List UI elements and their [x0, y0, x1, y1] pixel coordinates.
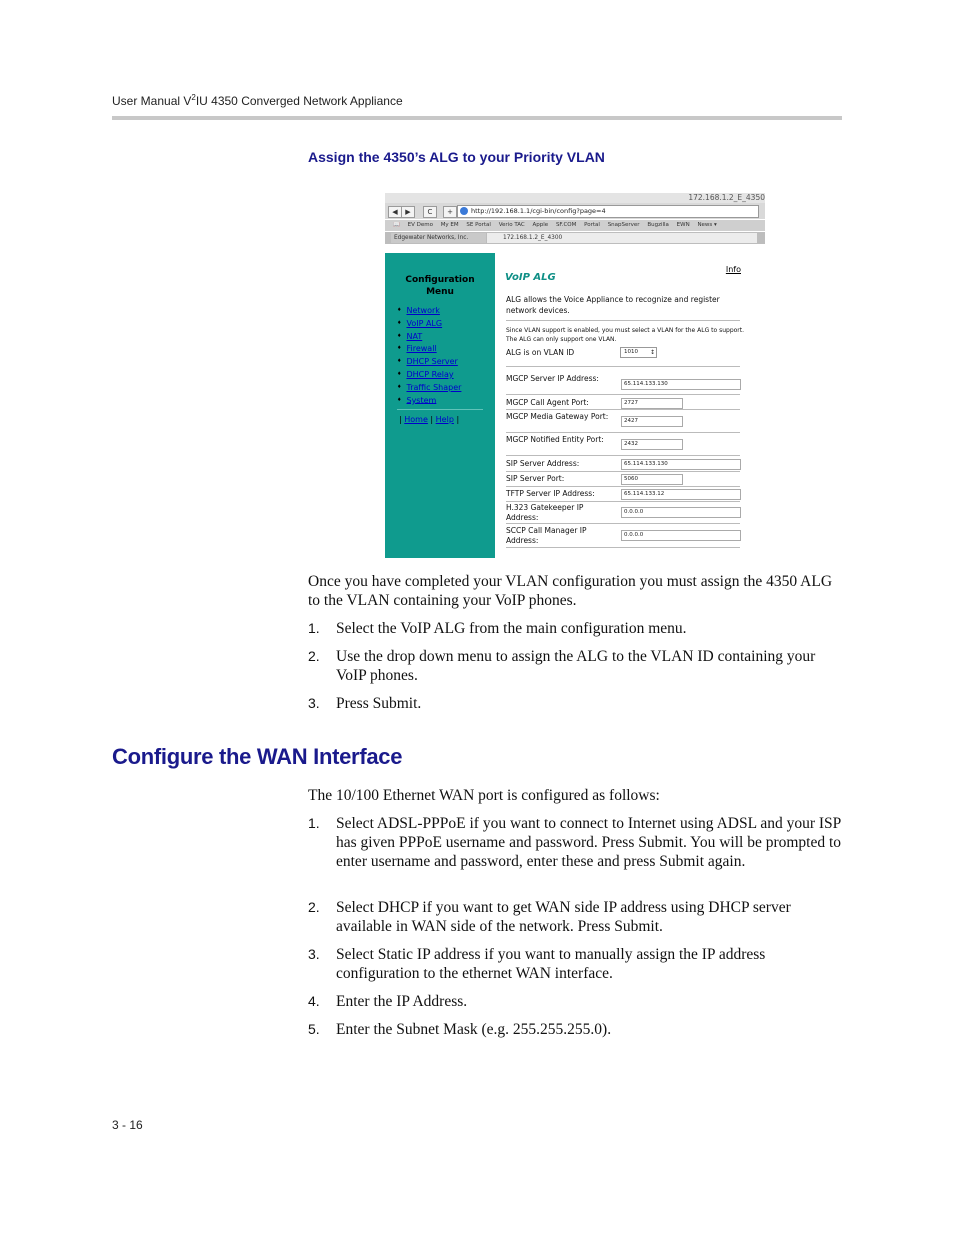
step-text: Enter the IP Address.: [336, 993, 468, 1010]
globe-icon: [460, 207, 468, 215]
field-divider: [506, 547, 740, 548]
list-item: [308, 1020, 843, 1039]
field-divider: [506, 455, 740, 456]
mgcp-call-agent-port-input[interactable]: 2727: [621, 398, 683, 409]
field-label: H.323 Gatekeeper IP Address:: [506, 503, 584, 522]
home-link[interactable]: Home: [404, 415, 428, 424]
field-label: TFTP Server IP Address:: [506, 489, 595, 498]
sidebar-footer-links: | Home | Help |: [399, 415, 460, 424]
wan-intro: The 10/100 Ethernet WAN port is configured as follows:: [308, 787, 660, 804]
menu-item-traffic-shaper[interactable]: ♦ Traffic Shaper: [397, 381, 461, 394]
step-text: Select DHCP if you want to get WAN side IP address using DHCP server available in WAN side of the network. Press Submit.: [336, 899, 791, 935]
step-number: 1.: [308, 620, 320, 636]
step-text: Select ADSL-PPPoE if you want to connect to Internet using ADSL and your ISP has given PPPoE username and password. Press Submit. You will be prompted to enter username and password, enter these and press Submit again.: [336, 815, 842, 870]
mgcp-notified-entity-port-input[interactable]: 2432: [621, 439, 683, 450]
list-item: [308, 619, 843, 638]
step-number: 3.: [308, 695, 320, 711]
config-menu-list: [397, 304, 461, 406]
tab-edgewater[interactable]: Edgewater Networks, Inc.: [391, 233, 486, 243]
vlan-select[interactable]: 1010 ↕: [620, 347, 657, 358]
section-heading-alg-vlan: Assign the 4350’s ALG to your Priority VLAN: [308, 149, 605, 165]
step-number: 1.: [308, 815, 320, 831]
vlan-note: Since VLAN support is enabled, you must select a VLAN for the ALG to support. The ALG can only support one VLAN.: [506, 327, 745, 344]
field-divider: [506, 432, 740, 433]
config-menu-title: Configuration Menu: [405, 275, 475, 297]
bookmark-item[interactable]: SE Portal: [466, 222, 491, 228]
step-number: 2.: [308, 648, 320, 664]
step-text: Select the VoIP ALG from the main configuration menu.: [336, 620, 687, 637]
page-number: 3 - 16: [112, 1118, 143, 1132]
url-field[interactable]: http://192.168.1.1/cgi-bin/config?page=4: [457, 205, 759, 218]
bookmark-item[interactable]: SF.COM: [555, 222, 577, 228]
field-label: SCCP Call Manager IP Address:: [506, 526, 587, 545]
step-number: 2.: [308, 899, 320, 915]
sip-server-port-input[interactable]: 5060: [621, 474, 683, 485]
menu-item-system[interactable]: ♦ System: [397, 394, 461, 407]
bookmarks-book-icon[interactable]: 📖: [393, 222, 400, 228]
mgcp-media-gateway-port-input[interactable]: 2427: [621, 416, 683, 427]
forward-button[interactable]: ▶: [401, 206, 415, 218]
h323-gatekeeper-ip-input[interactable]: 0.0.0.0: [621, 507, 741, 518]
step-number: 4.: [308, 993, 320, 1009]
bookmark-item[interactable]: My EM: [440, 222, 459, 228]
window-title: 172.168.1.2_E_4350: [688, 193, 765, 202]
list-item: [308, 814, 843, 890]
bookmark-item[interactable]: Bugzilla: [647, 222, 669, 228]
bookmark-item[interactable]: Apple: [532, 222, 549, 228]
panel-divider: [506, 320, 740, 321]
section-heading-wan: Configure the WAN Interface: [112, 744, 403, 769]
bookmark-item[interactable]: EV Demo: [407, 222, 433, 228]
field-label: MGCP Media Gateway Port:: [506, 412, 609, 421]
field-divider: [506, 523, 740, 524]
field-label: SIP Server Address:: [506, 459, 580, 468]
menu-item-dhcp-relay[interactable]: ♦ DHCP Relay: [397, 368, 461, 381]
field-divider: [506, 409, 740, 410]
tftp-server-ip-input[interactable]: 65.114.133.12: [621, 489, 741, 500]
bookmark-item[interactable]: News ▾: [697, 222, 717, 228]
mgcp-server-ip-input[interactable]: 65.114.133.130: [621, 379, 741, 390]
sip-server-address-input[interactable]: 65.114.133.130: [621, 459, 741, 470]
step-text: Use the drop down menu to assign the ALG to the VLAN ID containing your VoIP phones.: [336, 648, 816, 684]
sccp-call-manager-ip-input[interactable]: 0.0.0.0: [621, 530, 741, 541]
bookmark-item[interactable]: Verio TAC: [498, 222, 525, 228]
list-item: [308, 647, 843, 685]
menu-item-nat[interactable]: ♦ NAT: [397, 330, 461, 343]
header-rule: [112, 116, 842, 120]
menu-item-voip-alg[interactable]: ♦ VoIP ALG: [397, 317, 461, 330]
menu-item-network[interactable]: ♦ Network: [397, 304, 461, 317]
field-divider: [506, 394, 740, 395]
intro-paragraph: Once you have completed your VLAN configuration you must assign the 4350 ALG to the VLAN containing your VoIP phones.: [308, 573, 833, 609]
field-label: MGCP Call Agent Port:: [506, 398, 589, 407]
step-number: 5.: [308, 1021, 320, 1037]
step-number: 3.: [308, 946, 320, 962]
step-text: Press Submit.: [336, 695, 422, 712]
tab-active[interactable]: 172.168.1.2_E_4300: [487, 233, 757, 243]
info-link[interactable]: Info: [725, 265, 741, 274]
reload-button[interactable]: C: [423, 206, 437, 218]
bookmark-item[interactable]: Portal: [584, 222, 600, 228]
help-link[interactable]: Help: [435, 415, 454, 424]
tab-bar: [385, 232, 765, 244]
panel-divider: [506, 366, 740, 367]
menu-item-dhcp-server[interactable]: ♦ DHCP Server: [397, 355, 461, 368]
menu-item-firewall[interactable]: ♦ Firewall: [397, 342, 461, 355]
panel-title: VoIP ALG: [505, 272, 556, 283]
list-item: [308, 992, 843, 1011]
vlan-label: ALG is on VLAN ID: [506, 348, 575, 357]
panel-description: ALG allows the Voice Appliance to recognize and register network devices.: [506, 295, 720, 315]
config-sidebar: [385, 253, 495, 558]
list-item: [308, 898, 843, 936]
field-divider: [506, 501, 740, 502]
browser-screenshot: [385, 193, 765, 558]
running-header: User Manual $V^2IU$ 4350 Converged Network Appliance: [112, 93, 403, 108]
step-text: Select Static IP address if you want to manually assign the IP address configuration to the ethernet WAN interface.: [336, 946, 766, 982]
voip-alg-panel: [495, 253, 765, 558]
field-label: SIP Server Port:: [506, 474, 565, 483]
bookmarks-bar: [385, 220, 765, 231]
bookmark-item[interactable]: SnapServer: [607, 222, 640, 228]
field-label: MGCP Notified Entity Port:: [506, 435, 604, 444]
list-item: [308, 945, 843, 983]
browser-toolbar: [385, 203, 765, 219]
step-text: Enter the Subnet Mask (e.g. 255.255.255.0).: [336, 1021, 612, 1038]
list-item: [308, 694, 843, 713]
field-label: MGCP Server IP Address:: [506, 374, 599, 383]
add-bookmark-button[interactable]: +: [443, 206, 457, 218]
field-divider: [506, 471, 740, 472]
back-button[interactable]: ◀: [388, 206, 402, 218]
sidebar-divider: [397, 409, 483, 410]
bookmark-item[interactable]: EWN: [676, 222, 690, 228]
field-divider: [506, 486, 740, 487]
